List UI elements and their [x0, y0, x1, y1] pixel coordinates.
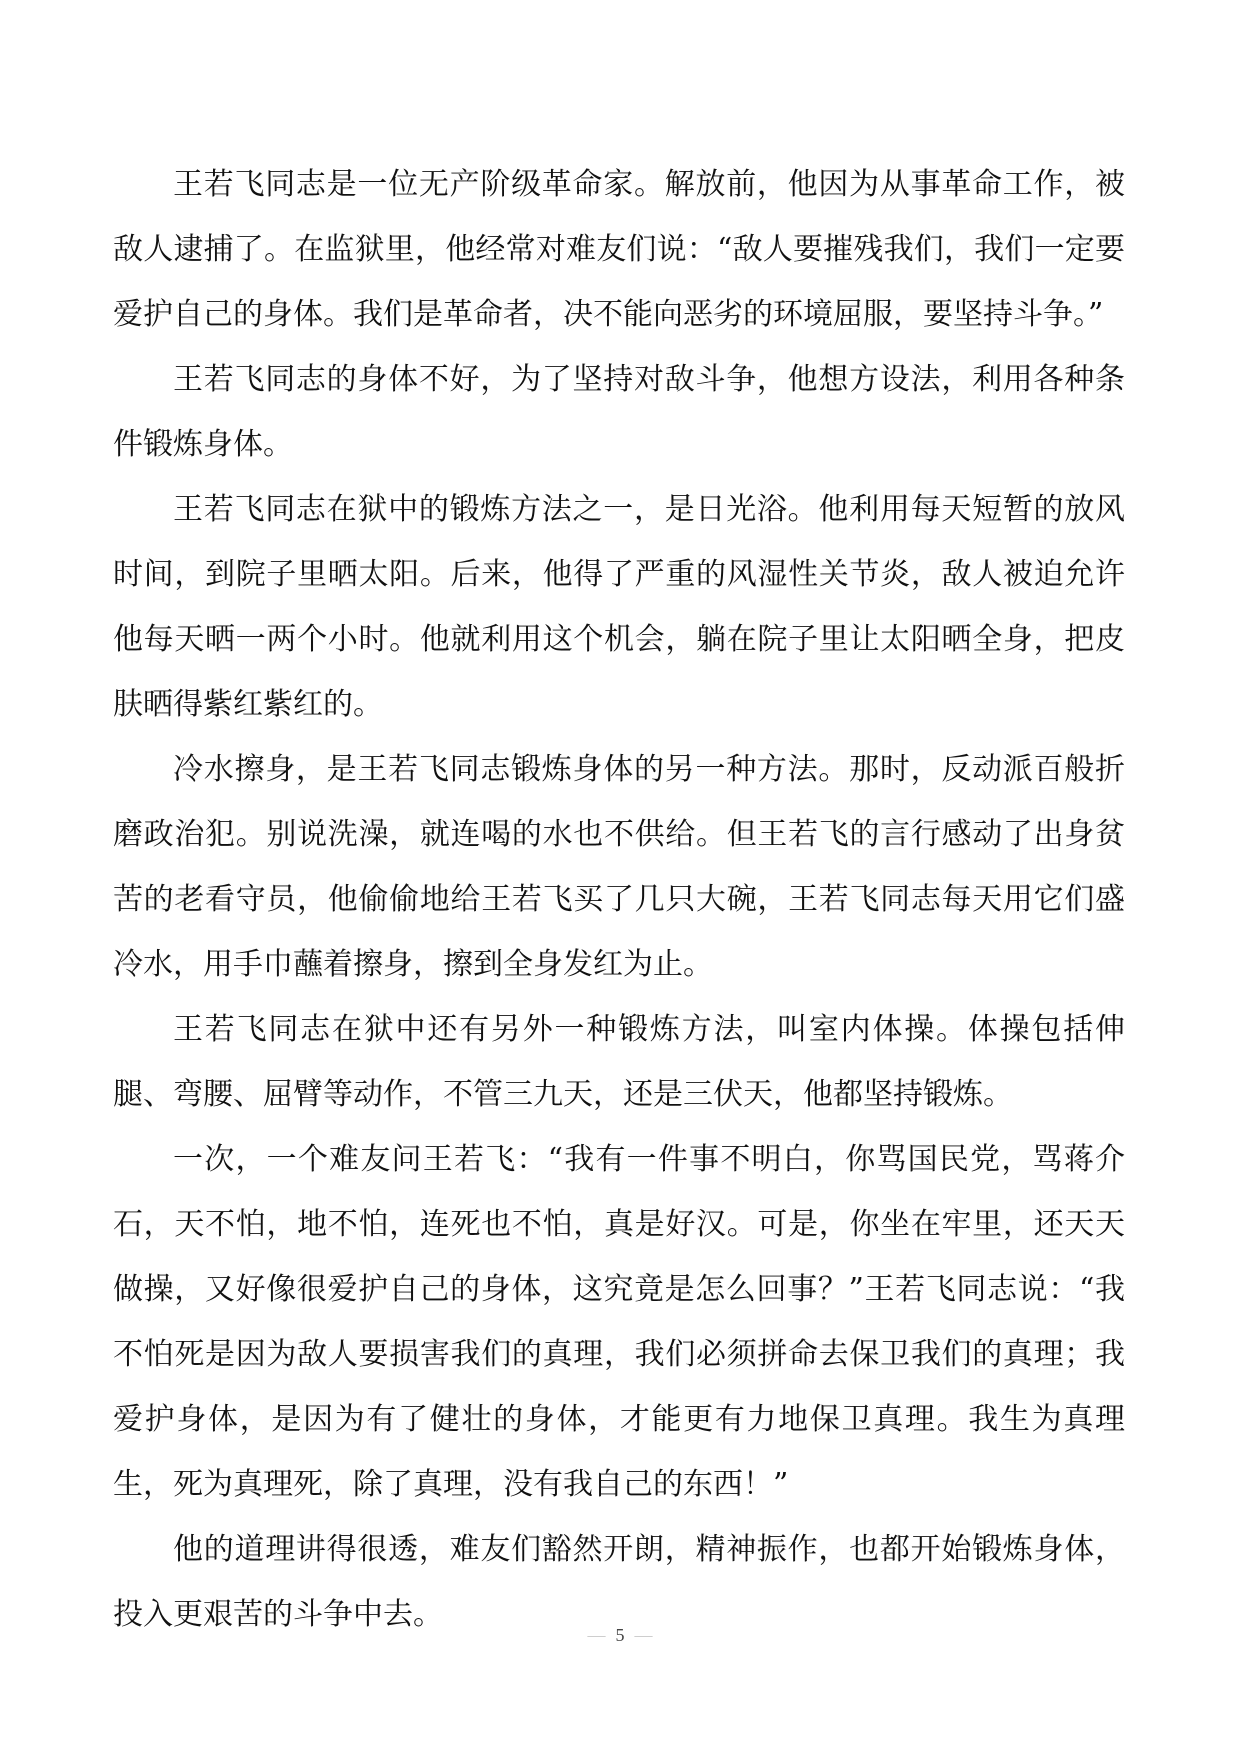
paragraph-4: 冷水擦身，是王若飞同志锻炼身体的另一种方法。那时，反动派百般折磨政治犯。别说洗澡，就连喝的水也不供给。但王若飞的言行感动了出身贫苦的老看守员，他偷偷地给王若飞买了几只大碗，王若飞同志每天用它们盛冷水，用手巾蘸着擦身，擦到全身发红为止。 [113, 752, 1125, 982]
paragraph-6: 一次，一个难友问王若飞：“我有一件事不明白，你骂国民党，骂蒋介石，天不怕，地不怕，连死也不怕，真是好汉。可是，你坐在牢里，还天天做操，又好像很爱护自己的身体，这究竟是怎么回事？”王若飞同志说：“我不怕死是因为敌人要损害我们的真理，我们必须拼命去保卫我们的真理；我爱护身体，是因为有了健壮的身体，才能更有力地保卫真理。我生为真理生，死为真理死，除了真理，没有我自己的东西！” [113, 1142, 1125, 1502]
footer-dash-right: — [634, 1625, 653, 1645]
paragraph-1: 王若飞同志是一位无产阶级革命家。解放前，他因为从事革命工作，被敌人逮捕了。在监狱里，他经常对难友们说：“敌人要摧残我们，我们一定要爱护自己的身体。我们是革命者，决不能向恶劣的环境屈服，要坚持斗争。” [113, 167, 1125, 332]
page-footer [0, 1625, 1240, 1646]
footer-dash-left: — [587, 1625, 606, 1645]
paragraph-7: 他的道理讲得很透，难友们豁然开朗，精神振作，也都开始锻炼身体，投入更艰苦的斗争中去。 [113, 1532, 1125, 1632]
paragraph-2: 王若飞同志的身体不好，为了坚持对敌斗争，他想方设法，利用各种条件锻炼身体。 [113, 362, 1125, 462]
paragraph-3: 王若飞同志在狱中的锻炼方法之一，是日光浴。他利用每天短暂的放风时间，到院子里晒太阳。后来，他得了严重的风湿性关节炎，敌人被迫允许他每天晒一两个小时。他就利用这个机会，躺在院子里让太阳晒全身，把皮肤晒得紫红紫红的。 [113, 492, 1125, 722]
page-number: 5 [615, 1625, 625, 1645]
paragraph-5: 王若飞同志在狱中还有另外一种锻炼方法，叫室内体操。体操包括伸腿、弯腰、屈臂等动作，不管三九天，还是三伏天，他都坚持锻炼。 [113, 1012, 1125, 1112]
document-body [113, 152, 1125, 1647]
